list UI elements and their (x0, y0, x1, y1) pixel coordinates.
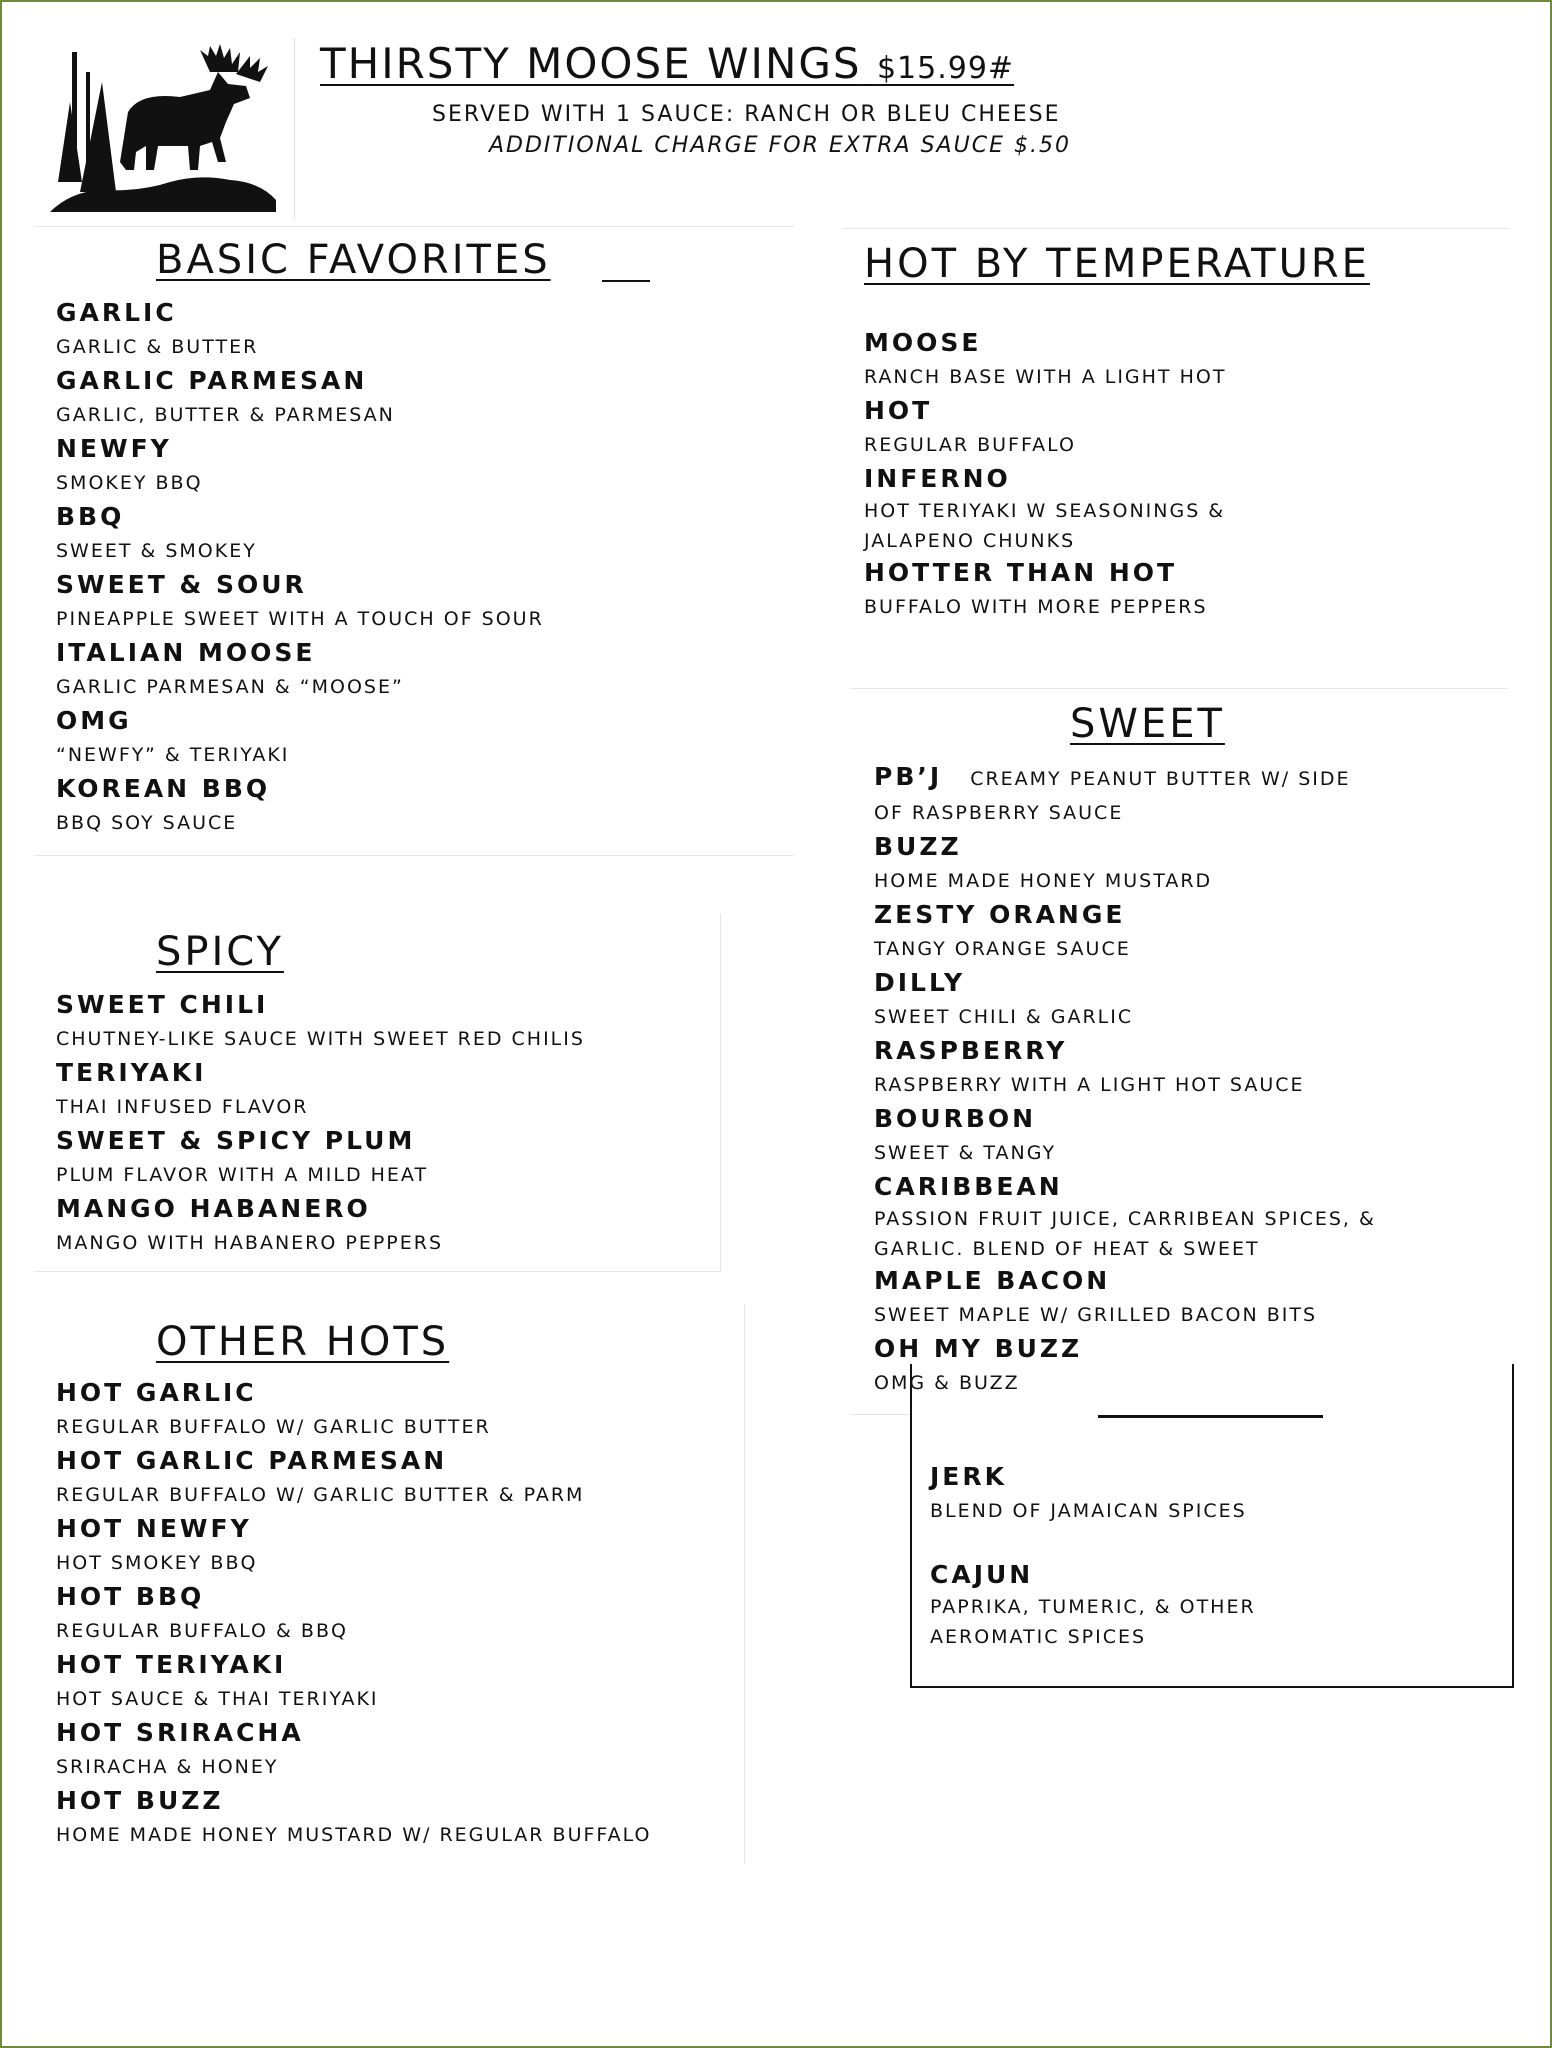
item-name: HOT SRIRACHA (56, 1718, 304, 1747)
item-name: HOT (864, 396, 933, 425)
list-item (930, 1558, 1370, 1652)
list-item (56, 704, 544, 772)
list-item (56, 1512, 651, 1580)
other-hots-list (56, 1376, 651, 1852)
list-item (56, 1056, 585, 1124)
item-description: MANGO WITH HABANERO PEPPERS (56, 1232, 444, 1254)
list-item (930, 1460, 1370, 1528)
item-name: INFERNO (864, 464, 1011, 493)
list-item (864, 462, 1304, 556)
item-description: HOME MADE HONEY MUSTARD (874, 870, 1213, 892)
item-description: REGULAR BUFFALO (864, 434, 1077, 456)
item-description: REGULAR BUFFALO W/ GARLIC BUTTER & PARM (56, 1484, 585, 1506)
list-item (874, 1102, 1434, 1170)
list-item (56, 988, 585, 1056)
list-item (874, 1264, 1434, 1332)
section-title-basic-favorites: BASIC FAVORITES (156, 237, 551, 283)
divider (720, 914, 721, 1272)
item-description: BBQ SOY SAUCE (56, 812, 238, 834)
item-description: SWEET MAPLE W/ GRILLED BACON BITS (874, 1304, 1318, 1326)
item-description-continued: OF RASPBERRY SAUCE (874, 802, 1124, 824)
section-title-sweet: SWEET (1070, 701, 1225, 747)
menu-extra-sauce-note: ADDITIONAL CHARGE FOR EXTRA SAUCE $.50 (489, 133, 1071, 158)
spicy-list (56, 988, 585, 1260)
list-item (56, 568, 544, 636)
section-title-hot-by-temperature: HOT BY TEMPERATURE (864, 241, 1370, 287)
item-name: DILLY (874, 968, 966, 997)
list-item (874, 898, 1434, 966)
section-title-spicy: SPICY (156, 929, 284, 975)
item-name: HOTTER THAN HOT (864, 558, 1178, 587)
basic-favorites-list (56, 296, 544, 840)
item-name: MANGO HABANERO (56, 1194, 371, 1223)
item-name: MOOSE (864, 328, 982, 357)
item-name: GARLIC PARMESAN (56, 366, 368, 395)
basic-favorites-underline-tail (602, 280, 650, 282)
sweet-list (874, 760, 1434, 1400)
divider (34, 226, 794, 227)
item-name: TERIYAKI (56, 1058, 207, 1087)
item-description: “NEWFY” & TERIYAKI (56, 744, 290, 766)
item-description: HOT SAUCE & THAI TERIYAKI (56, 1688, 379, 1710)
menu-price: $15.99# (876, 51, 1015, 86)
menu-subtitle: SERVED WITH 1 SAUCE: RANCH OR BLEU CHEESE (432, 102, 1061, 127)
item-name: BUZZ (874, 832, 962, 861)
divider (850, 1414, 910, 1415)
item-description: GARLIC, BUTTER & PARMESAN (56, 404, 395, 426)
list-item (56, 1716, 651, 1784)
list-item (56, 364, 544, 432)
item-name: CAJUN (930, 1560, 1034, 1589)
item-description: SWEET & SMOKEY (56, 540, 257, 562)
item-name: CARIBBEAN (874, 1172, 1063, 1201)
item-description: GARLIC PARMESAN & “MOOSE” (56, 676, 404, 698)
item-description: PLUM FLAVOR WITH A MILD HEAT (56, 1164, 429, 1186)
list-item (56, 1444, 651, 1512)
list-item (56, 296, 544, 364)
list-item (874, 760, 1434, 830)
item-name: KOREAN BBQ (56, 774, 271, 803)
item-name: RASPBERRY (874, 1036, 1068, 1065)
item-description: PASSION FRUIT JUICE, CARRIBEAN SPICES, & GARLIC. BLEND OF HEAT & SWEET (874, 1208, 1376, 1260)
item-name: SWEET & SPICY PLUM (56, 1126, 416, 1155)
item-name: HOT GARLIC (56, 1378, 257, 1407)
item-description: CREAMY PEANUT BUTTER W/ SIDE (970, 768, 1351, 790)
logo-divider (294, 38, 295, 220)
item-name: GARLIC (56, 298, 177, 327)
item-description: GARLIC & BUTTER (56, 336, 259, 358)
item-description: PINEAPPLE SWEET WITH A TOUCH OF SOUR (56, 608, 544, 630)
list-item (56, 1124, 585, 1192)
item-name: HOT BUZZ (56, 1786, 224, 1815)
divider (842, 228, 1508, 229)
list-item (56, 1192, 585, 1260)
item-description: PAPRIKA, TUMERIC, & OTHER AEROMATIC SPICES (930, 1596, 1256, 1648)
list-item (874, 830, 1434, 898)
item-description: SMOKEY BBQ (56, 472, 203, 494)
list-item (56, 1580, 651, 1648)
item-description: THAI INFUSED FLAVOR (56, 1096, 309, 1118)
menu-title (320, 38, 1014, 95)
item-name: HOT GARLIC PARMESAN (56, 1446, 448, 1475)
menu-title-text: THIRSTY MOOSE WINGS (320, 39, 862, 88)
list-item (56, 636, 544, 704)
item-name: OMG (56, 706, 132, 735)
box-heading-line (1098, 1415, 1323, 1418)
item-description: RASPBERRY WITH A LIGHT HOT SAUCE (874, 1074, 1305, 1096)
item-name: HOT TERIYAKI (56, 1650, 287, 1679)
item-name: ZESTY ORANGE (874, 900, 1126, 929)
item-name: BOURBON (874, 1104, 1037, 1133)
item-description: REGULAR BUFFALO & BBQ (56, 1620, 348, 1642)
item-name: SWEET & SOUR (56, 570, 307, 599)
list-item (864, 394, 1304, 462)
list-item (874, 1170, 1434, 1264)
item-description: HOT SMOKEY BBQ (56, 1552, 258, 1574)
divider (744, 1304, 745, 1864)
item-description: SRIRACHA & HONEY (56, 1756, 279, 1778)
item-name: OH MY BUZZ (874, 1334, 1083, 1363)
item-name: PB’J (874, 762, 943, 791)
divider (850, 688, 1508, 689)
hot-by-temperature-list (864, 326, 1304, 624)
divider (34, 855, 794, 856)
list-item (874, 966, 1434, 1034)
item-name: JERK (930, 1462, 1008, 1491)
item-description: BUFFALO WITH MORE PEPPERS (864, 596, 1208, 618)
item-name: MAPLE BACON (874, 1266, 1111, 1295)
list-item (56, 1376, 651, 1444)
list-item (56, 500, 544, 568)
list-item (864, 326, 1304, 394)
extra-sauces-list (930, 1460, 1370, 1652)
item-name: SWEET CHILI (56, 990, 269, 1019)
item-name: HOT BBQ (56, 1582, 205, 1611)
list-item (56, 1784, 651, 1852)
item-description: RANCH BASE WITH A LIGHT HOT (864, 366, 1227, 388)
item-description: SWEET & TANGY (874, 1142, 1057, 1164)
item-description: BLEND OF JAMAICAN SPICES (930, 1500, 1247, 1522)
list-item (864, 556, 1304, 624)
list-item (56, 432, 544, 500)
list-item (56, 1648, 651, 1716)
item-description: REGULAR BUFFALO W/ GARLIC BUTTER (56, 1416, 491, 1438)
moose-logo-icon (50, 42, 280, 214)
divider (34, 1271, 720, 1272)
item-description: SWEET CHILI & GARLIC (874, 1006, 1134, 1028)
item-name: BBQ (56, 502, 125, 531)
list-item (874, 1034, 1434, 1102)
list-item (56, 772, 544, 840)
item-description: HOT TERIYAKI W SEASONINGS & JALAPENO CHUNKS (864, 500, 1226, 552)
item-name: HOT NEWFY (56, 1514, 252, 1543)
item-name: ITALIAN MOOSE (56, 638, 316, 667)
item-name: NEWFY (56, 434, 172, 463)
item-description: HOME MADE HONEY MUSTARD W/ REGULAR BUFFALO (56, 1824, 652, 1846)
item-description: OMG & BUZZ (874, 1372, 1020, 1394)
item-description: TANGY ORANGE SAUCE (874, 938, 1131, 960)
section-title-other-hots: OTHER HOTS (156, 1319, 450, 1365)
item-description: CHUTNEY-LIKE SAUCE WITH SWEET RED CHILIS (56, 1028, 585, 1050)
